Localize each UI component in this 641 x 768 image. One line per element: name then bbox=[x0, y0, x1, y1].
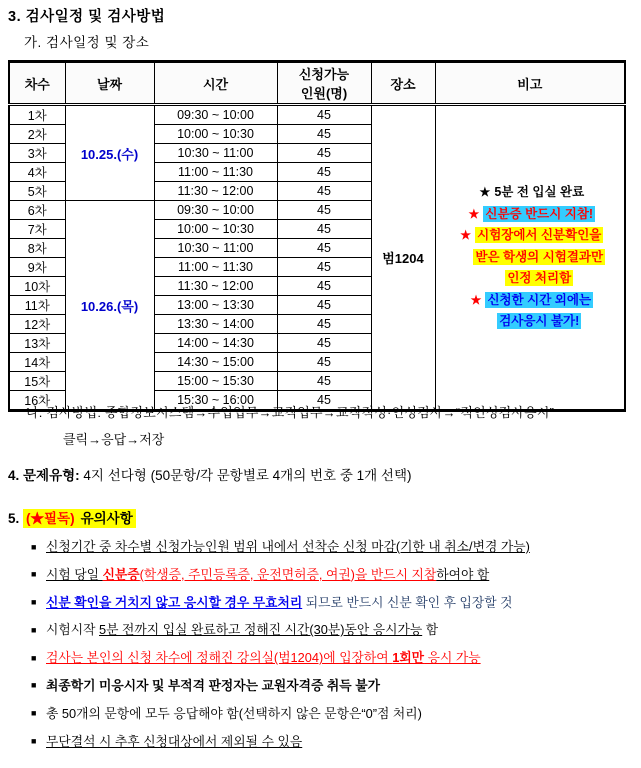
section5-number: 5. bbox=[8, 511, 24, 526]
header-note: 비고 bbox=[435, 62, 625, 105]
bullet-item-arrival bbox=[31, 616, 631, 644]
bullet-text: 신청기간 중 차수별 신청가능인원 범위 내에서 선착순 신청 마감(기한 내 취소/변경 가능) bbox=[46, 539, 530, 554]
bullet-square-icon: ■ bbox=[31, 597, 37, 608]
date-cell-oct26: 10.26.(목) bbox=[65, 201, 154, 411]
date-cell-oct25: 10.25.(수) bbox=[65, 105, 154, 201]
cell-round: 16차 bbox=[9, 391, 65, 411]
method-line-1: 나. 검사방법: 종합정보시스템→수업업무→교직업무→교직적성·인성검사→“적인성검사응시” bbox=[26, 405, 555, 420]
note-text: 받은 학생의 시험결과만 bbox=[475, 249, 604, 264]
note-text: 검사응시 불가! bbox=[499, 314, 580, 329]
cell-time: 14:00 ~ 14:30 bbox=[154, 334, 277, 353]
bullet-square-icon: ■ bbox=[31, 624, 37, 635]
header-location: 장소 bbox=[371, 62, 435, 105]
bullet-text: 신분증 bbox=[102, 566, 140, 582]
note-text: 신분증 반드시 지참! bbox=[485, 206, 594, 221]
cell-round: 10차 bbox=[9, 277, 65, 296]
cell-time: 09:30 ~ 10:00 bbox=[154, 105, 277, 125]
cell-time: 10:30 ~ 11:00 bbox=[154, 144, 277, 163]
cell-capacity: 45 bbox=[277, 372, 371, 391]
header-capacity-line2: 인원(명) bbox=[300, 86, 348, 101]
cell-round: 8차 bbox=[9, 239, 65, 258]
note-text: 5분 전 입실 완료 bbox=[494, 185, 585, 200]
cell-capacity: 45 bbox=[277, 353, 371, 372]
cell-time: 15:30 ~ 16:00 bbox=[154, 391, 277, 411]
header-date: 날짜 bbox=[65, 62, 154, 105]
cell-round: 15차 bbox=[9, 372, 65, 391]
bullet-square-icon: ■ bbox=[31, 680, 37, 691]
cell-round: 7차 bbox=[9, 220, 65, 239]
bullet-item-deadline bbox=[31, 533, 631, 561]
note-line-time-1 bbox=[436, 290, 625, 312]
section4-text: 4지 선다형 (50문항/각 문항별로 4개의 번호 중 1개 선택) bbox=[79, 468, 412, 483]
table-row bbox=[9, 105, 625, 125]
cell-capacity: 45 bbox=[277, 144, 371, 163]
section5-title-black: 유의사항 bbox=[78, 509, 136, 528]
bullet-item-no-show bbox=[31, 728, 631, 756]
schedule-table bbox=[8, 60, 626, 412]
cell-time: 13:00 ~ 13:30 bbox=[154, 296, 277, 315]
cell-round: 9차 bbox=[9, 258, 65, 277]
cell-time: 11:30 ~ 12:00 bbox=[154, 277, 277, 296]
table-header-row bbox=[9, 62, 625, 105]
note-line-id bbox=[436, 204, 625, 226]
cell-capacity: 45 bbox=[277, 105, 371, 125]
bullet-square-icon: ■ bbox=[31, 569, 37, 580]
cell-capacity: 45 bbox=[277, 334, 371, 353]
section5-title bbox=[8, 507, 136, 527]
star-icon: ★ bbox=[470, 292, 482, 307]
bullet-text: 신분 확인을 거치지 않고 응시할 경우 무효처리 bbox=[46, 594, 303, 610]
note-text: 시험장에서 신분확인을 bbox=[477, 228, 602, 243]
cell-capacity: 45 bbox=[277, 220, 371, 239]
bullet-text: 시험 당일 bbox=[46, 566, 103, 582]
cell-round: 5차 bbox=[9, 182, 65, 201]
section4-title bbox=[8, 464, 412, 484]
section5-title-red: (★필독) bbox=[23, 509, 78, 528]
bullet-item-certificate bbox=[31, 672, 631, 700]
cell-round: 6차 bbox=[9, 201, 65, 220]
cell-time: 15:00 ~ 15:30 bbox=[154, 372, 277, 391]
bullet-item-id-required bbox=[31, 561, 631, 589]
bullet-item-answer-all bbox=[31, 700, 631, 728]
bullet-text: 최종학기 미응시자 및 부적격 판정자는 교원자격증 취득 불가 bbox=[46, 677, 380, 693]
header-capacity-line1: 신청가능 bbox=[298, 67, 350, 82]
remarks-cell bbox=[435, 105, 625, 411]
cell-capacity: 45 bbox=[277, 277, 371, 296]
cell-time: 11:00 ~ 11:30 bbox=[154, 163, 277, 182]
cell-round: 12차 bbox=[9, 315, 65, 334]
cell-capacity: 45 bbox=[277, 182, 371, 201]
note-line-verify-2 bbox=[436, 247, 625, 269]
bullet-text: 응시 가능 bbox=[424, 650, 481, 666]
cell-round: 2차 bbox=[9, 125, 65, 144]
cell-capacity: 45 bbox=[277, 239, 371, 258]
bullet-text: (학생증, 주민등록증, 운전면허증, 여권)을 반드시 지참 bbox=[139, 566, 437, 582]
method-line-2: 클릭→응답→저장 bbox=[63, 432, 165, 447]
note-line-verify-3 bbox=[436, 268, 625, 290]
bullet-text: 1회만 bbox=[392, 650, 425, 666]
cell-round: 14차 bbox=[9, 353, 65, 372]
header-round: 차수 bbox=[9, 62, 65, 105]
bullet-text: 무단결석 시 추후 신청대상에서 제외될 수 있음 bbox=[46, 733, 303, 749]
cell-time: 11:30 ~ 12:00 bbox=[154, 182, 277, 201]
cell-capacity: 45 bbox=[277, 315, 371, 334]
bullet-text: 함 bbox=[422, 622, 439, 638]
note-text: 신청한 시간 외에는 bbox=[487, 292, 592, 307]
cell-round: 13차 bbox=[9, 334, 65, 353]
bullet-square-icon: ■ bbox=[31, 736, 37, 747]
cell-round: 11차 bbox=[9, 296, 65, 315]
cell-capacity: 45 bbox=[277, 391, 371, 411]
cell-capacity: 45 bbox=[277, 125, 371, 144]
star-icon: ★ bbox=[460, 228, 471, 243]
bullet-text: 하여야 함 bbox=[436, 566, 490, 582]
bullet-square-icon: ■ bbox=[31, 541, 37, 552]
cell-capacity: 45 bbox=[277, 201, 371, 220]
header-capacity bbox=[277, 62, 371, 105]
bullet-text: 시험시작 bbox=[46, 622, 100, 638]
section3-subtitle: 가. 검사일정 및 장소 bbox=[24, 35, 150, 50]
bullet-item-one-attempt bbox=[31, 644, 631, 672]
bullet-square-icon: ■ bbox=[31, 652, 37, 663]
header-time: 시간 bbox=[154, 62, 277, 105]
bullet-text: 검사는 본인의 신청 차수에 정해진 강의실(범1204)에 입장하여 bbox=[46, 650, 393, 666]
cell-time: 14:30 ~ 15:00 bbox=[154, 353, 277, 372]
star-icon: ★ bbox=[468, 206, 480, 221]
cell-round: 4차 bbox=[9, 163, 65, 182]
cell-capacity: 45 bbox=[277, 296, 371, 315]
notice-bullet-list bbox=[31, 533, 631, 755]
note-line-verify-1 bbox=[436, 225, 625, 247]
note-text: 인정 처리함 bbox=[507, 271, 572, 286]
remarks-notes bbox=[436, 182, 625, 333]
section4-number: 4. 문제유형: bbox=[8, 468, 80, 483]
cell-time: 10:00 ~ 10:30 bbox=[154, 220, 277, 239]
cell-capacity: 45 bbox=[277, 258, 371, 277]
cell-time: 10:30 ~ 11:00 bbox=[154, 239, 277, 258]
cell-round: 1차 bbox=[9, 105, 65, 125]
note-line-time-2 bbox=[436, 311, 625, 333]
section3-title: 3. 검사일정 및 검사방법 bbox=[8, 9, 166, 25]
cell-round: 3차 bbox=[9, 144, 65, 163]
star-icon: ★ bbox=[479, 185, 491, 200]
bullet-text: 총 50개의 문항에 모두 응답해야 함(선택하지 않은 문항은“0”점 처리) bbox=[46, 705, 422, 721]
cell-time: 10:00 ~ 10:30 bbox=[154, 125, 277, 144]
cell-time: 09:30 ~ 10:00 bbox=[154, 201, 277, 220]
cell-time: 13:30 ~ 14:00 bbox=[154, 315, 277, 334]
location-cell: 범1204 bbox=[371, 105, 435, 411]
bullet-text: 5분 전까지 입실 완료하고 정해진 시간(30분)동안 응시가능 bbox=[99, 622, 423, 638]
note-line-entry bbox=[436, 182, 625, 204]
bullet-text: 되므로 반드시 신분 확인 후 입장할 것 bbox=[302, 594, 513, 610]
cell-time: 11:00 ~ 11:30 bbox=[154, 258, 277, 277]
cell-capacity: 45 bbox=[277, 163, 371, 182]
bullet-item-id-check bbox=[31, 589, 631, 617]
bullet-square-icon: ■ bbox=[31, 708, 37, 719]
